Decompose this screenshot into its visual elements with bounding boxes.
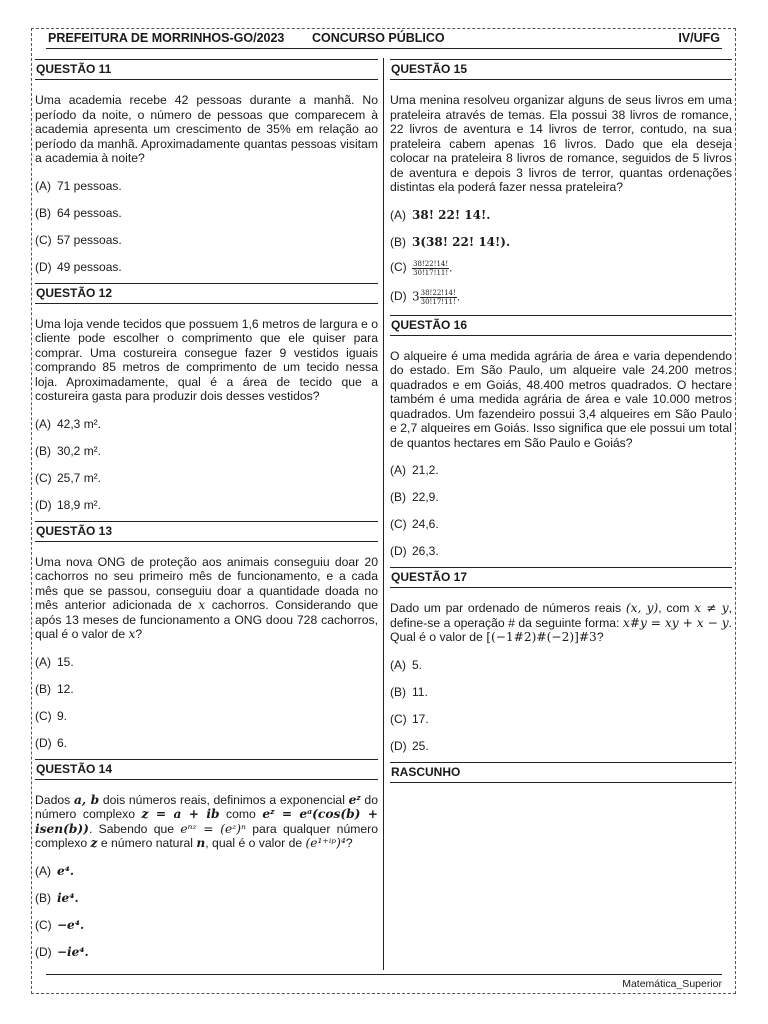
option-b: (B) 3(38! 22! 14!).: [390, 234, 511, 249]
header-code: IV/UFG: [678, 31, 720, 45]
question-text: Dados a, b dois números reais, definimos a exponencial eᶻ do número complexo z = a + ib como eᶻ = eᵃ(cos(b) + isen(b)). Sabendo que eⁿᶻ = (eᶻ)ⁿ para qualquer número complexo z e número natural n, qual é o valor de (e¹⁺ⁱᵖ)⁴?: [35, 792, 378, 850]
option-a: (A) 42,3 m².: [35, 416, 102, 431]
option-d: (D) 26,3.: [390, 544, 439, 558]
option-d: (D) 25.: [390, 738, 429, 753]
rascunho-title: RASCUNHO: [390, 762, 732, 783]
option-b: (B) 11.: [390, 684, 428, 699]
footer-divider: [46, 974, 722, 975]
question-text: Uma menina resolveu organizar alguns de seus livros em uma prateleira através de temas. Ela possui 38 livros de romance, 22 livros de aventura e 14 livros de terror, contudo, na sua prateleira cabem apenas 16 livros. Dado que ela deseja colocar na prateleira 8 livros de romance, seguidos de 5 livros de aventura e depois 3 livros de terror, quantas ordenações distintas ela poderá fazer nessa prateleira?: [390, 93, 732, 194]
question-13: [35, 521, 378, 750]
question-title: QUESTÃO 17: [390, 567, 732, 588]
question-16: [390, 315, 732, 559]
question-title: QUESTÃO 15: [390, 59, 732, 80]
option-d: (D) 3 $\frac{38!22!14!}{30!17!11!}$ .: [390, 288, 461, 306]
question-12: [35, 283, 378, 512]
fraction: $\frac{38!22!14!}{30!17!11!}$: [420, 288, 456, 306]
question-title: QUESTÃO 16: [390, 315, 732, 336]
math-x: x: [198, 598, 206, 612]
question-title: QUESTÃO 11: [35, 59, 378, 80]
option-b: (B) 64 pessoas.: [35, 205, 122, 220]
option-b: (B) ie⁴.: [35, 890, 79, 905]
option-d: (D) −ie⁴.: [35, 944, 89, 959]
right-column: [390, 59, 732, 783]
question-text: O alqueire é uma medida agrária de área e varia dependendo do estado. Em São Paulo, um alqueire vale 24.200 metros quadrados e em Goiás, 48.400 metros quadrados. O hectare também é uma medida agrária de área e vale 10.000 metros quadrados. Um fazendeiro possui 3,4 alqueires em São Paulo e 2,7 alqueires em Goiás. Isso significa que ele possui um total de quantos hectares em São Paulo e Goiás?: [390, 348, 732, 450]
question-11: [35, 59, 378, 274]
footer-label: Matemática_Superior: [622, 978, 722, 990]
option-a: (A) e⁴.: [35, 863, 75, 878]
question-title: QUESTÃO 14: [35, 759, 378, 780]
option-b: (B) 30,2 m².: [35, 443, 102, 458]
option-a: (A) 38! 22! 14!.: [390, 207, 491, 222]
option-a: (A) 71 pessoas.: [35, 178, 122, 193]
option-b: (B) 12.: [35, 681, 74, 696]
option-c: (C) −e⁴.: [35, 917, 85, 932]
option-a: (A) 5.: [390, 657, 423, 672]
rascunho-section: [390, 762, 732, 783]
option-c: (C) 57 pessoas.: [35, 232, 122, 247]
option-c: (C) 25,7 m².: [35, 470, 102, 485]
math-x: x: [128, 627, 136, 641]
question-14: [35, 759, 378, 959]
column-divider: [383, 58, 384, 970]
question-17: [390, 567, 732, 753]
option-d: (D) 49 pessoas.: [35, 259, 122, 274]
question-title: QUESTÃO 12: [35, 283, 378, 304]
question-15: [390, 59, 732, 307]
question-text: Uma nova ONG de proteção aos animais conseguiu doar 20 cachorros no seu primeiro mês de funcionamento, e a cada mês que se passou, conseguiu doar a quantidade doada no mês anterior adicionada de x cachorros. Considerando que após 13 meses de funcionamento a ONG doou 728 cachorros, qual é o valor de x?: [35, 554, 379, 641]
left-column: [35, 59, 378, 959]
header-institution: PREFEITURA DE MORRINHOS-GO/2023: [48, 31, 285, 45]
question-text: Dado um par ordenado de números reais (x, y), com x ≠ y, define-se a operação # da seguinte forma: x#y = xy + x − y. Qual é o valor de [(−1#2)#(−2)]#3?: [390, 601, 733, 644]
option-c: (C) 17.: [390, 711, 429, 726]
option-c: (C) 9.: [35, 708, 68, 723]
option-b: (B) 22,9.: [390, 490, 439, 504]
option-c: (C) $\frac{38!22!14!}{30!17!11!}$ .: [390, 259, 453, 277]
header-exam: CONCURSO PÚBLICO: [312, 31, 445, 45]
page-header: [46, 29, 722, 47]
question-title: QUESTÃO 13: [35, 521, 378, 542]
option-c: (C) 24,6.: [390, 517, 439, 531]
option-a: (A) 21,2.: [390, 463, 439, 477]
fraction: $\frac{38!22!14!}{30!17!11!}$: [413, 259, 449, 277]
option-a: (A) 15.: [35, 654, 74, 669]
question-text: Uma academia recebe 42 pessoas durante a manhã. No período da noite, o número de pessoas que comparecem à academia apresenta um crescimento de 35% em relação ao período da manhã. Aproximadamente quantas pessoas visitam a academia à noite?: [35, 93, 378, 165]
header-divider: [46, 48, 722, 49]
option-d: (D) 18,9 m².: [35, 497, 102, 512]
question-text: Uma loja vende tecidos que possuem 1,6 metros de largura e o cliente pode escolher o comprimento que ele quiser para comprar. Uma costureira consegue fazer 9 vestidos iguais comprando 85 metros de comprimento de um tecido nessa loja. Aproximadamente, qual é a área de tecido que a costureira gasta para produzir dois desses vestidos?: [35, 316, 378, 403]
option-d: (D) 6.: [35, 735, 68, 750]
